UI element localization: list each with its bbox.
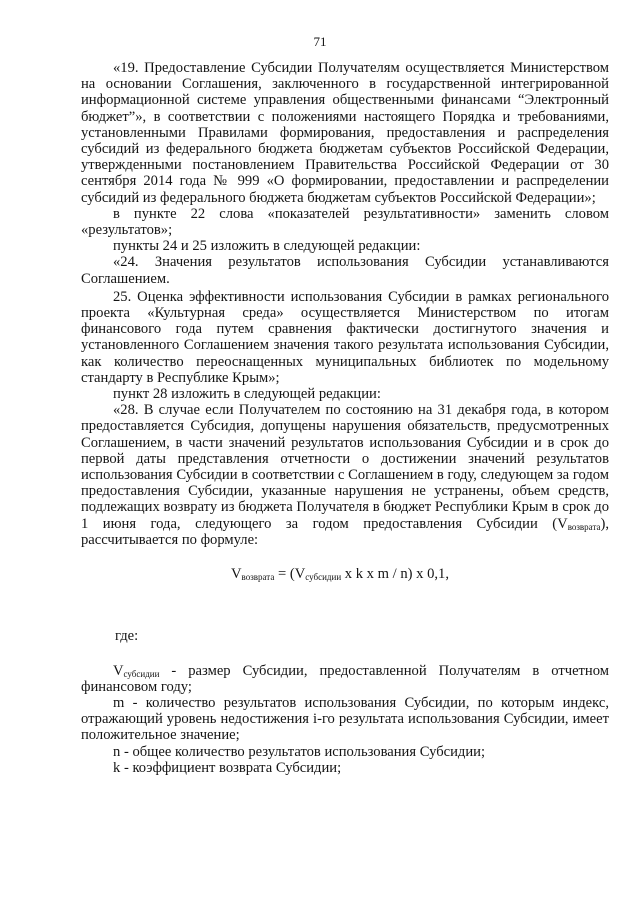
- definition-m: m - количество результатов использования Субсидии, по которым индекс, отражающий уровень недостижения i-го результата использования Субсидии, имеет положительное значение;: [81, 694, 609, 744]
- where-label: где:: [115, 628, 139, 645]
- definition-v: V: [113, 662, 124, 679]
- formula-rest: x k x m / n) x 0,1,: [341, 566, 449, 583]
- paragraph-items-24-25: пункты 24 и 25 изложить в следующей редакции:: [113, 238, 421, 255]
- paragraph-item-22: в пункте 22 слова «показателей результативности» заменить словом «результатов»;: [81, 205, 609, 239]
- paragraph-25: 25. Оценка эффективности использования Субсидии в рамках регионального проекта «Культурная среда» осуществляется Министерством по итогам финансового года путем сравнения фактически достигнутого значения и установленного Соглашением значения такого результата использования Субсидии, как количество переоснащенных муниципальных библиотек по модельному стандарту в Республике Крым»;: [81, 288, 609, 386]
- definition-v-text: - размер Субсидии, предоставленной Получателям в отчетном финансовом году;: [81, 662, 609, 695]
- paragraph-item-28: пункт 28 изложить в следующей редакции:: [113, 386, 381, 403]
- formula-v: V: [231, 566, 242, 583]
- definition-v-subsidy: [81, 663, 609, 695]
- paragraph-28-end: ), рассчитывается по формуле:: [81, 515, 609, 548]
- paragraph-28: [81, 402, 609, 548]
- paragraph-24: «24. Значения результатов использования Субсидии устанавливаются Соглашением.: [81, 254, 609, 287]
- formula-sub-return: возврата: [241, 572, 275, 583]
- paragraph-19: «19. Предоставление Субсидии Получателям осуществляется Министерством на основании Соглашения, заключенного в государственной интегрированной информационной системе управления общественными финансами “Электронный бюджет”», в соответствии с положениями настоящего Порядка и требованиями, установленными Правилами формирования, предоставления и распределения субсидий из федерального бюджета бюджетам субъектов Российской Федерации, утвержденными постановлением Правительства Российской Федерации от 30 сентября 2014 года № 999 «О формировании, предоставлении и распределении субсидий из федерального бюджета бюджетам субъектов Российской Федерации»;: [81, 60, 609, 206]
- definition-n: n - общее количество результатов использования Субсидии;: [113, 743, 486, 760]
- formula: [81, 566, 609, 582]
- paragraph-28-subscript: возврата: [567, 521, 601, 532]
- document-body: [81, 60, 609, 776]
- formula-eq: = (V: [274, 566, 306, 583]
- page-number: 71: [313, 34, 327, 49]
- formula-sub-subsidy: субсидии: [305, 572, 342, 583]
- paragraph-28-text: «28. В случае если Получателем по состоянию на 31 декабря года, в котором предоставляется Субсидия, допущены нарушения обязательств, предусмотренных Соглашением, в части значений результатов использования Субсидии и в срок до первой даты представления отчетности о достижении значений результатов использования Субсидии в соответствии с Соглашением в году, следующем за годом предоставления Субсидии, указанные нарушения не устранены, объем средств, подлежащих возврату из бюджета Получателя в бюджет Республики Крым в срок до 1 июня года, следующего за годом предоставления Субсидии (V: [81, 402, 609, 532]
- definition-k: k - коэффициент возврата Субсидии;: [113, 759, 342, 776]
- definition-v-subscript: субсидии: [123, 668, 160, 679]
